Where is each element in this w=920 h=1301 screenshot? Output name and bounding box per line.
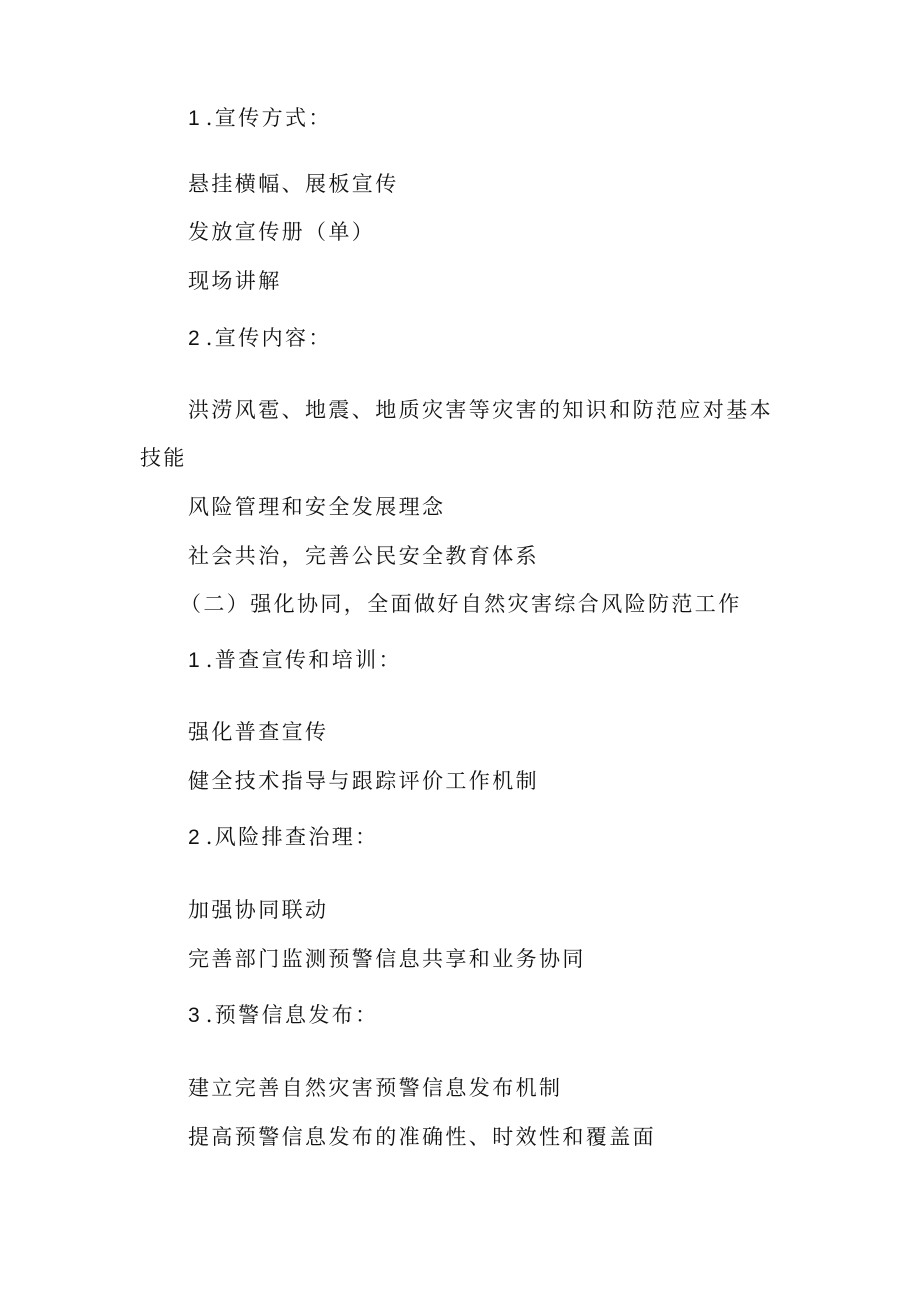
paragraph: 加强协同联动 — [188, 898, 329, 922]
heading-text: .普查宣传和培训： — [205, 648, 402, 672]
heading-text: .风险排查治理： — [205, 825, 379, 849]
paragraph: 强化普查宣传 — [188, 720, 329, 744]
paragraph: 完善部门监测预警信息共享和业务协同 — [188, 947, 586, 971]
paragraph: 提高预警信息发布的准确性、时效性和覆盖面 — [188, 1125, 656, 1149]
heading-number: 3 — [188, 1004, 200, 1027]
paragraph: 悬挂横幅、展板宣传 — [188, 172, 399, 196]
heading-text: .预警信息发布： — [205, 1003, 379, 1027]
heading-publicity-content — [188, 323, 920, 354]
paragraph: 建立完善自然灾害预警信息发布机制 — [188, 1076, 563, 1100]
heading-number: 2 — [188, 826, 200, 849]
heading-number: 2 — [188, 327, 200, 350]
paragraph: 风险管理和安全发展理念 — [188, 495, 446, 519]
heading-text: .宣传内容： — [205, 326, 332, 350]
paragraph: 健全技术指导与跟踪评价工作机制 — [188, 769, 539, 793]
paragraph: 发放宣传册（单） — [188, 220, 376, 244]
paragraph: 社会共治，完善公民安全教育体系 — [188, 544, 539, 568]
paragraph-continuation: 技能 — [140, 446, 187, 470]
heading-warning-release — [188, 1000, 920, 1031]
heading-number: 1 — [188, 107, 200, 130]
paragraph: 现场讲解 — [188, 269, 282, 293]
heading-number: 1 — [188, 649, 200, 672]
heading-publicity-methods — [188, 103, 920, 134]
heading-survey-training — [188, 645, 920, 676]
paragraph: 洪涝风雹、地震、地质灾害等灾害的知识和防范应对基本 — [188, 398, 773, 422]
heading-risk-governance — [188, 822, 920, 853]
heading-text: .宣传方式： — [205, 106, 332, 130]
section-heading: （二）强化协同，全面做好自然灾害综合风险防范工作 — [180, 592, 742, 616]
